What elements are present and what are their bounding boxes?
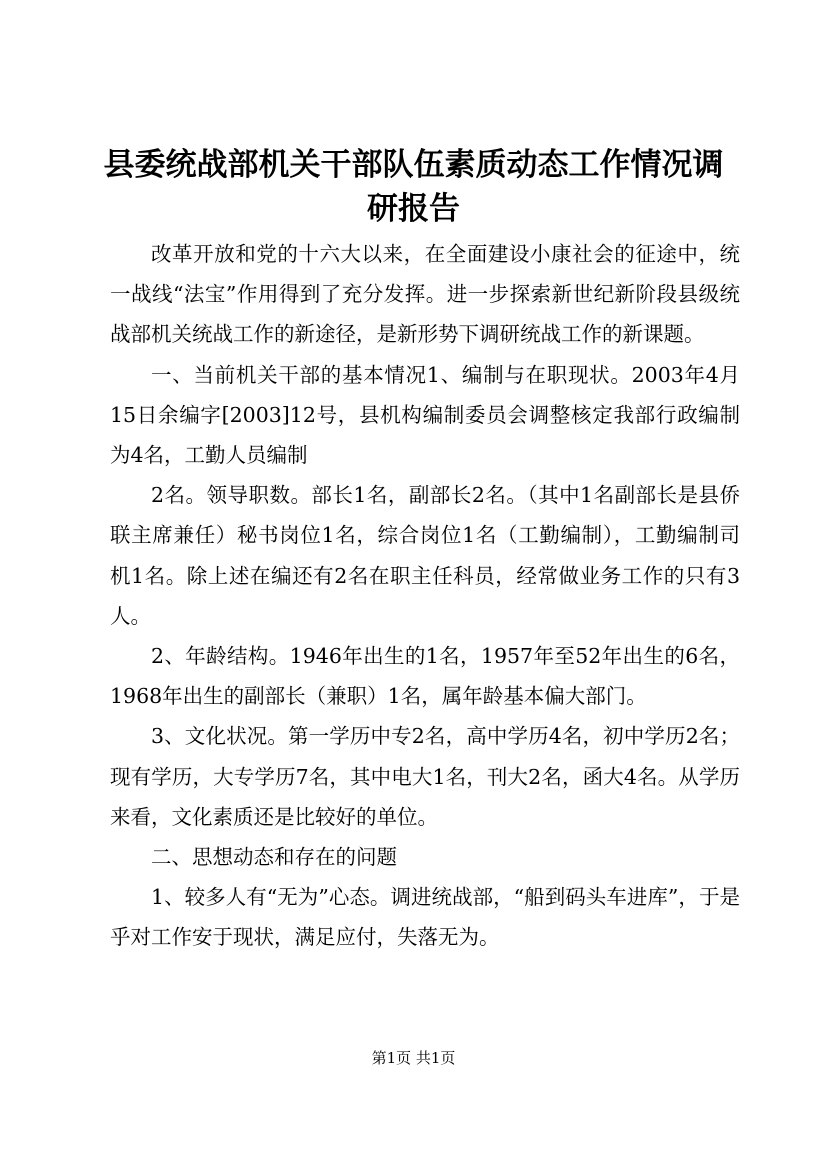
paragraph: 3、文化状况。第一学历中专2名，高中学历4名，初中学历2名；现有学历，大专学历7名，其中电大1名，刊大2名，函大4名。从学历来看，文化素质还是比较好的单位。 [110,724,740,829]
paragraph: 一、当前机关干部的基本情况1、编制与在职现状。2003年4月15日余编字[2003]12号，县机构编制委员会调整核定我部行政编制为4名，工勤人员编制 [110,362,740,468]
page-footer: 第1页 共1页 [371,1049,456,1067]
paragraph: 改革开放和党的十六大以来，在全面建设小康社会的征途中，统一战线“法宝”作用得到了充分发挥。进一步探索新世纪新阶段县级统战部机关统战工作的新途径，是新形势下调研统战工作的新课题。 [110,242,740,347]
paragraph: 1、较多人有“无为”心态。调进统战部，“船到码头车进库”，于是乎对工作安于现状，满足应付，失落无为。 [110,885,740,950]
section-heading: 二、思想动态和存在的问题 [151,845,397,870]
document-body [110,234,740,958]
paragraph: 2名。领导职数。部长1名，副部长2名。（其中1名副部长是县侨联主席兼任）秘书岗位1名，综合岗位1名（工勤编制），工勤编制司机1名。除上述在编还有2名在职主任科员，经常做业务工作的只有3人。 [110,483,740,628]
paragraph: 2、年龄结构。1946年出生的1名，1957年至52年出生的6名，1968年出生的副部长（兼职）1名，属年龄基本偏大部门。 [110,644,740,709]
document-title: 县委统战部机关干部队伍素质动态工作情况调研报告 [103,147,724,227]
